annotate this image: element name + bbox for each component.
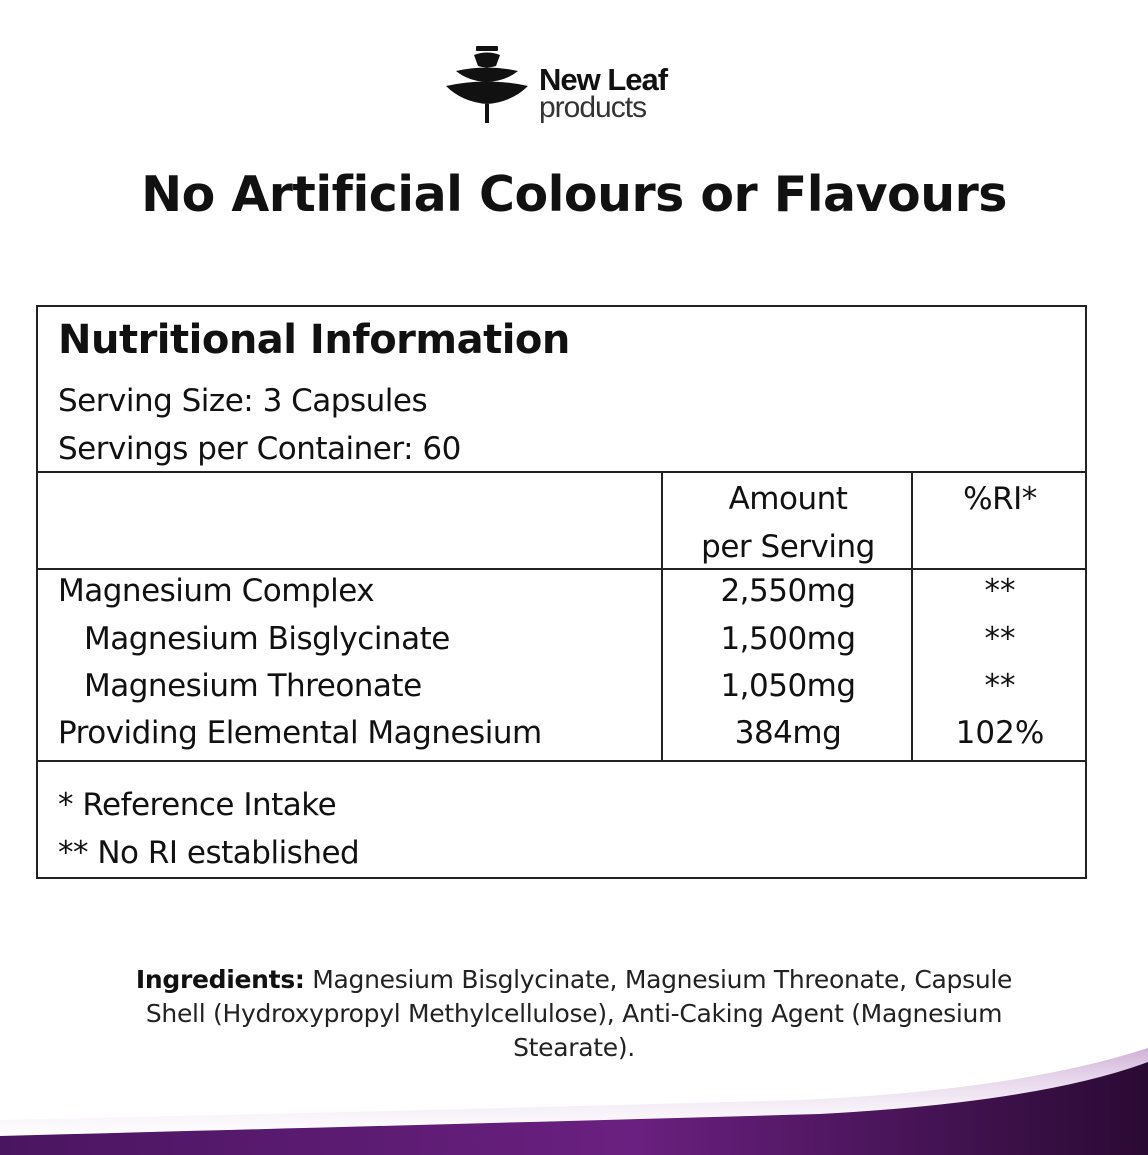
- nutrient-ri: **: [984, 621, 1016, 657]
- ingredients-list: Magnesium Bisglycinate, Magnesium Threonate, Capsule Shell (Hydroxypropyl Methylcellulose), Anti-Caking Agent (Magnesium Stearate).: [145, 965, 1013, 1062]
- table-row: [38, 668, 1085, 715]
- lotus-leaf-icon: [446, 44, 528, 126]
- nutrient-ri: **: [984, 668, 1016, 704]
- table-row: [38, 715, 1085, 762]
- footnote-reference-intake: * Reference Intake: [58, 787, 337, 823]
- nutrient-amount: 1,500mg: [720, 621, 856, 657]
- nutrient-name: Magnesium Bisglycinate: [84, 621, 450, 657]
- divider: [38, 471, 1085, 473]
- ri-column-header: %RI*: [963, 481, 1037, 517]
- nutrient-ri: 102%: [955, 715, 1045, 751]
- amount-header-line1: Amount: [728, 481, 848, 517]
- nutrient-amount: 2,550mg: [720, 573, 856, 609]
- amount-column-header: [663, 475, 913, 571]
- nutrition-title: Nutritional Information: [58, 317, 570, 363]
- divider: [38, 568, 1085, 570]
- servings-per-container: Servings per Container: 60: [58, 431, 461, 467]
- amount-header-line2: per Serving: [701, 529, 875, 565]
- brand-name: New Leaf: [539, 62, 668, 97]
- nutrient-amount: 1,050mg: [720, 668, 856, 704]
- serving-size: Serving Size: 3 Capsules: [58, 383, 428, 419]
- nutrient-ri: **: [984, 573, 1016, 609]
- table-row: [38, 573, 1085, 620]
- nutrition-panel: [36, 305, 1087, 879]
- decorative-swoosh: [0, 1040, 1148, 1155]
- brand-subtitle: products: [539, 91, 647, 124]
- page-headline: No Artificial Colours or Flavours: [141, 166, 1007, 223]
- divider: [38, 760, 1085, 762]
- ingredients-label: Ingredients:: [135, 965, 305, 994]
- footnote-no-ri: ** No RI established: [58, 835, 360, 871]
- nutrient-name: Magnesium Complex: [58, 573, 375, 609]
- nutrient-name: Magnesium Threonate: [84, 668, 422, 704]
- brand-logo: [446, 44, 686, 128]
- table-row: [38, 621, 1085, 668]
- nutrient-amount: 384mg: [734, 715, 842, 751]
- nutrient-name: Providing Elemental Magnesium: [58, 715, 542, 751]
